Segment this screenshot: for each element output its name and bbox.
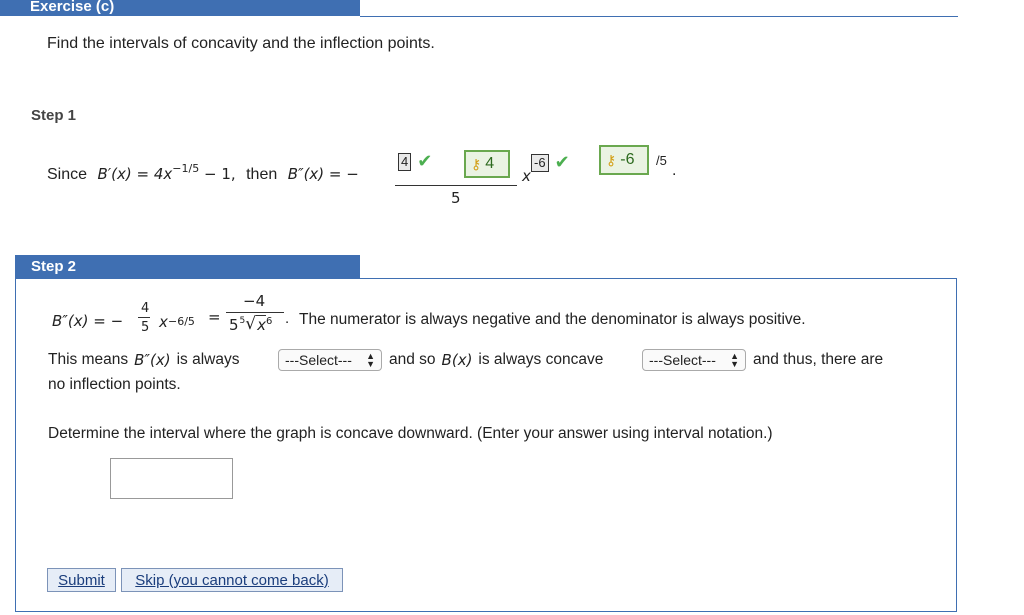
step1-then: then [246, 166, 278, 183]
step1-given-exponent: −1/5 [172, 162, 200, 175]
sign-select[interactable] [278, 349, 382, 371]
determine-prompt: Determine the interval where the graph is concave downward. (Enter your answer using interval notation.) [48, 425, 773, 442]
numerator-entry[interactable]: 4 [398, 153, 411, 171]
step1-given-tail: − 1, [199, 165, 236, 183]
step2-x: x [159, 313, 168, 331]
step1-given: B′(x) = 4x [97, 165, 173, 183]
this-means-text: This means [48, 351, 129, 368]
numerator-key-answer [464, 150, 510, 178]
key-icon: ⚷ [471, 155, 482, 172]
updown-arrows-icon: ▲ ▼ [366, 351, 375, 369]
root-index: 5 [239, 316, 246, 326]
and-so-text: and so [389, 351, 436, 368]
step2-header [15, 255, 360, 278]
big-frac-num: −4 [243, 292, 266, 310]
step1-denominator: 5 [451, 189, 461, 207]
step2-lhs: B″(x) = − [52, 312, 124, 330]
step2-equals: = [208, 308, 221, 326]
step1-period: . [672, 162, 677, 179]
step2-explanation: The numerator is always negative and the denominator is always positive. [299, 311, 806, 328]
check-icon: ✔ [554, 152, 570, 172]
big-den-coef: 5 [229, 316, 239, 334]
key-icon: ⚷ [606, 151, 617, 168]
exponent-entry[interactable]: -6 [531, 154, 549, 172]
big-frac-bar [226, 312, 284, 313]
skip-button[interactable]: Skip (you cannot come back) [121, 568, 343, 592]
exponent-denominator: /5 [656, 153, 667, 168]
small-frac-bar [138, 317, 150, 318]
thus-text: and thus, there are [753, 351, 884, 368]
big-frac-den [229, 314, 272, 334]
small-frac-num: 4 [141, 301, 150, 316]
step1-since: Since [47, 166, 88, 183]
exponent-key-value: -6 [620, 151, 635, 168]
step1-statement [47, 162, 359, 184]
root-exponent: 6 [266, 316, 273, 327]
exercise-header-rule [360, 16, 958, 17]
is-always-text: is always [176, 351, 240, 368]
check-icon: ✔ [417, 151, 433, 171]
sign-select-value: ---Select--- [285, 352, 352, 368]
step2-x-exponent: −6/5 [168, 315, 195, 328]
step2-label: Step 2 [31, 258, 77, 275]
step1-numerator [398, 151, 432, 172]
bpp-text: B″(x) [134, 351, 171, 369]
is-always-concave-text: is always concave [478, 351, 604, 368]
step2-dot: . [285, 310, 290, 327]
numerator-key-value: 4 [485, 155, 495, 172]
exercise-title: Exercise (c) [30, 0, 115, 15]
root-body: x [257, 316, 267, 334]
step1-exponent [531, 152, 570, 173]
step2-this-means-row [48, 351, 240, 369]
step1-lhs: B″(x) = − [287, 165, 359, 183]
concavity-select-value: ---Select--- [649, 352, 716, 368]
root-symbol-icon: √ [245, 314, 257, 334]
fraction-bar [395, 185, 517, 186]
and-so-row [389, 351, 603, 369]
concavity-select[interactable] [642, 349, 746, 371]
updown-arrows-icon: ▲ ▼ [730, 351, 739, 369]
step1-label: Step 1 [31, 107, 77, 124]
exercise-header [0, 0, 360, 16]
interval-answer-input[interactable] [110, 458, 233, 499]
small-frac-den: 5 [141, 320, 150, 335]
submit-button[interactable]: Submit [47, 568, 116, 592]
exponent-key-answer [599, 145, 649, 175]
bx-text: B(x) [441, 351, 473, 369]
step1-x: x [522, 167, 531, 185]
no-inflection-text: no inflection points. [48, 376, 181, 393]
exercise-prompt: Find the intervals of concavity and the inflection points. [47, 35, 435, 52]
